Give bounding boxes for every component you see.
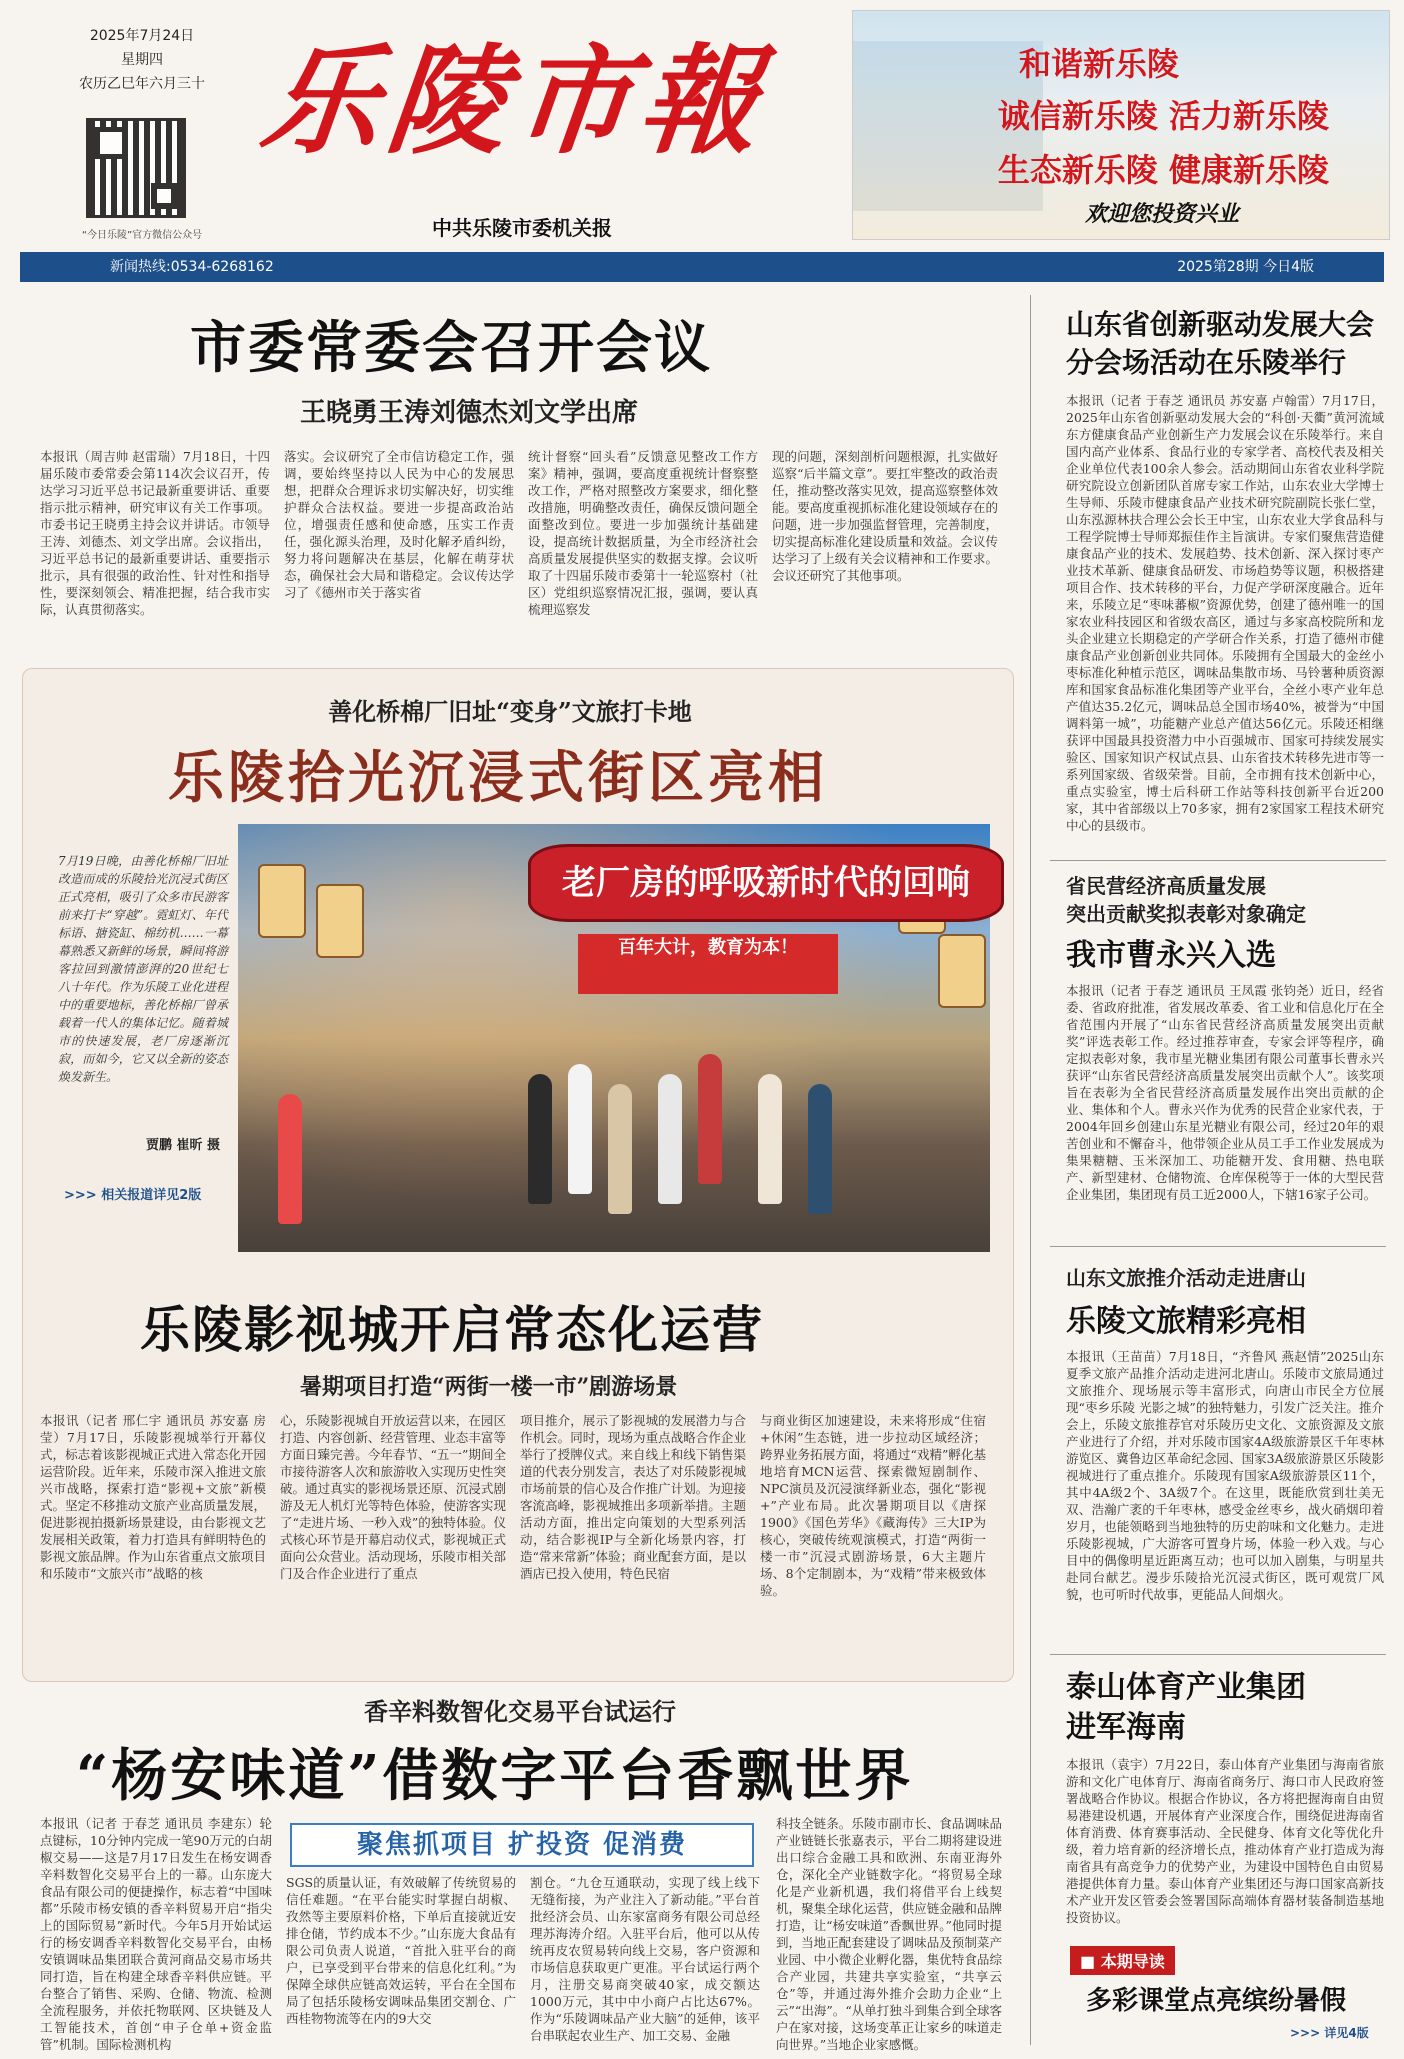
newspaper-subtitle: 中共乐陵市委机关报 xyxy=(432,216,612,240)
right-article-2-body: 本报讯（记者 于春芝 通讯员 王凤霞 张钧尧）近日，经省委、省政府批准，省发展改革委、省工业和信息化厅在全省范围内开展了“山东省民营经济高质量发展突出贡献奖”评选表彰工作。经过推荐审查，专家会评等程序，确定拟表彰对象，我市星光糖业集团有限公司董事长曹永兴获评“山东省民营经济高质量发展突出贡献个人”。该奖项旨在表彰为全省民营经济高质量发展作出突出贡献的企业、集体和个人。曹永兴作为优秀的民营企业家代表，于2004年回乡创建山东星光糖业有限公司，经过20年的艰苦创业和不懈奋斗，他带领企业从员工手工作业发展成为集果糖糖、玉米深加工、功能糖开发、食用糖、热电联产、新型建材、仓储物流、仓库保税等于一体的大型民营企业集团，集团现有员工近2000人，下辖16家子公司。 xyxy=(1066,983,1384,1202)
feature-headline[interactable]: 乐陵拾光沉浸式街区亮相 xyxy=(168,745,828,811)
film-headline[interactable]: 乐陵影视城开启常态化运营 xyxy=(140,1300,764,1359)
crowd-figure xyxy=(758,1074,782,1204)
film-col-1: 本报讯（记者 邢仁宇 通讯员 苏安嘉 房莹）7月17日，乐陵影视城举行开幕仪式，标志着该影视城正式进入常态化开园运营阶段。近年来，乐陵市深入推进文旅兴市战略，探索打造“影视+文旅”新模式。坚定不移推动文旅产业高质量发展，促进影视拍摄新场景建设，由台影视文艺发展相关政策，着力打造具有鲜明特色的影视文旅品牌。作为山东省重点文旅项目和乐陵市“文旅兴市”战略的核 xyxy=(40,1413,266,1581)
right-article-3-body: 本报讯（王苗苗）7月18日，“齐鲁风 燕赵情”2025山东夏季文旅产品推介活动走进河北唐山。乐陵市文旅局通过文旅推介、现场展示等丰富形式，向唐山市民全方位展现“枣乡乐陵 光影之城”的独特魅力，引发广泛关注。推介会上，乐陵文旅推荐官对乐陵历史文化、文旅资源及文旅产业进行了介绍，并对乐陵市国家4A级旅游景区千年枣林游览区、冀鲁边区革命纪念园、国家3A级旅游景区乐陵影视城进行了重点推介。乐陵现有国家A级旅游景区11个，其中4A级2个、3A级7个。在这里，既能欣赏到壮美无双、浩瀚广袤的千年枣林，感受金丝枣乡，战火硝烟印着岁月，也能领略到当地独特的历史韵味和文化魅力。走进乐陵影视城，广大游客可置身片场，体验一秒入戏。与心目中的偶像明星近距离互动；也可以加入剧集，与明星共赴同台献艺。漫步乐陵拾光沉浸式街区，既可观赏厂风貌，也可听时代故事，更能品人间烟火。 xyxy=(1066,1349,1384,1602)
guide-label: ■ 本期导读 xyxy=(1070,1946,1175,1975)
issue-info: 2025第28期 今日4版 xyxy=(1177,259,1314,275)
right-article-2-headline[interactable]: 我市曹永兴入选 xyxy=(1066,938,1276,973)
ad-slogan-3: 生态新乐陵 健康新乐陵 xyxy=(997,151,1329,189)
crowd-figure xyxy=(608,1084,632,1214)
right-article-1-body: 本报讯（记者 于春芝 通讯员 苏安嘉 卢翰雷）7月17日，2025年山东省创新驱动发展大会的“科创·天衢”黄河流域东方健康食品产业创新生产力发展会议在乐陵举行。来自国内高产业体系、食品行业的专家学者、高校代表及相关企业单位代表100余人参会。活动期间山东省农业科学院研究院设立创新团队首席专家工作站，山东农业大学博士生导师、乐陵市健康食品产业技术研究院副院长张仁堂，山东泓源林扶合理公会长王中宝，山东农业大学食品科与工程学院博士导师郑振佳作主旨演讲。专家们聚焦营造健康食品产业的技术、发展趋势、技术创新、深入探讨枣产业技术革新、健康食品研发、市场趋势等议题，积极搭建项目合作、技术转移的平台，力促产学研深度融合。近年来，乐陵立足“枣味蕃椒”资源优势，创建了德州唯一的国家农业科技园区和省级农高区，通过与多家高校院所和龙头企业建立长期稳定的产学研合作关系，打造了德州市健康食品产业创新创业共同体。乐陵拥有全国最大的金丝小枣标准化种植示范区，调味品集散市场、马铃薯种质资源库和国家食品标准化集团等产业平台，全丝小枣产业年总产值达35.2亿元，调味品总全国市场40%，被誉为“中国调料第一城”，功能糖产业总产值达56亿元。乐陵还相继获评中国最具投资潜力中小百强城市、国家可持续发展实验区、国家知识产权试点县、山东省技术转移先进市等一系列国家级、省级荣誉。目前，全市拥有技术创新中心，重点实验室，博士后科研工作站等科技创新平台近200家，其中省部级以上70多家，拥有2家国家工程技术研究中心的县级市。 xyxy=(1066,393,1384,833)
info-bar xyxy=(20,252,1384,282)
newspaper-title: 乐陵市報 xyxy=(254,31,774,170)
lantern-decoration xyxy=(938,934,986,1008)
lead-col-4: 现的问题，深刻剖析问题根源，扎实做好巡察“后半篇文章”。要扛牢整改的政治责任，推动整改落实见效，提高巡察整体效能。要高度重视抓标准化建设领域存在的问题，进一步加强监督管理，完善制度，切实提高标准化建设质量和效益。会议传达学习了上级有关会议精神和工作要求。会议还研究了其他事项。 xyxy=(772,449,998,583)
spice-col-2: SGS的质量认证，有效破解了传统贸易的信任难题。“在平台能实时掌握白胡椒、孜然等主要原料价格，下单后直接就近安排仓储，节约成本不少。”山东庞大食品有限公司负责人说道，“首批入驻平台的商户，已享受到平台带来的信息化红利。”为保障全球供应链高效运转，平台在全国布局了包括乐陵杨安调味品集团交割仓、广西桂物物流等在内的9大交 xyxy=(286,1875,516,2026)
right-article-4-headline[interactable]: 泰山体育产业集团 进军海南 xyxy=(1066,1670,1306,1745)
spice-col-1: 本报讯（记者 于春芝 通讯员 李建东）轮点键标，10分钟内完成一笔90万元的白胡椒交易——这是7月17日发生在杨安调香辛料数智化交易平台上的一幕。山东庞大食品有限公司的便捷操作，标志着“中国味都”乐陵市杨安镇的香辛料贸易开启“指尖上的国际贸易”新时代。今年5月开始试运行的杨安调香辛料数智化交易平台，由杨安镇调味品集团联合黄河商品交易市场共同打造，旨在构建全球香辛料供应链。平台整合了销售、采购、仓储、物流、检测全流程服务，并依托物联网、区块链及人工智能技术，首创“申子仓单+资金监管”机制。国际检测机构 xyxy=(40,1816,272,2052)
photo-sign-text: 百年大计，教育为本！ xyxy=(578,934,838,994)
ad-slogan-1: 和谐新乐陵 xyxy=(1018,45,1179,83)
wechat-qr-code[interactable] xyxy=(86,118,186,218)
article-divider xyxy=(1050,1654,1386,1655)
photo-credit: 贾鹏 崔昕 摄 xyxy=(145,1138,220,1153)
crowd-figure xyxy=(528,1074,552,1204)
qr-caption: “今日乐陵”官方微信公众号 xyxy=(81,230,203,241)
crowd-figure xyxy=(698,1054,722,1184)
guide-page-link[interactable]: >>> 详见4版 xyxy=(1290,2026,1369,2040)
spice-col-3: 割仓。“九仓互通联动，实现了线上线下无缝衔接，为产业注入了新动能。”平台首批经济会员、山东家富商务有限公司总经理苏海涛介绍。入驻平台后，他可以从传统再皮农贸易转向线上交易，客户资源和市场信息获取更广更准。平台试运行两个月，注册交易商突破40家，成交额达1000万元，其中中小商户占比达67%。作为“乐陵调味品产业大脑”的延伸，该平台串联起农业生产、加工交易、金融 xyxy=(530,1875,760,2043)
lantern-decoration xyxy=(316,884,364,958)
street-district-photo[interactable] xyxy=(238,824,990,1252)
right-article-2-kicker: 省民营经济高质量发展 突出贡献奖拟表彰对象确定 xyxy=(1066,874,1306,926)
photo-banner-text: 老厂房的呼吸新时代的回响 xyxy=(528,844,1004,922)
spice-col-4: 科技全链条。乐陵市副市长、食品调味品产业链链长张嘉表示，平台二期将建设进出口综合金融工具和欧洲、东南亚海外仓，深化全产业链数字化。“将贸易全球化是产业新机遇，我们将借平台上线契机，聚集全球化运营，供应链金融和品牌打造，让“杨安味道”香飘世界。”他同时提到，当地正配套建设了调味品及预制菜产业园、中小微企业孵化器，集优特食品综合产业园，共建共享实验室，“共享云仓”等，并通过海外推介会助力企业“上云”“出海”。“从单打独斗到集合到全球客户在家对接，这场变革正让家乡的味道走向世界。”当地企业家感慨。 xyxy=(776,1816,1002,2052)
lead-col-3: 统计督察“回头看”反馈意见整改工作方案》精神，强调，要高度重视统计督察整改工作，严格对照整改方案要求，细化整改措施，明确整改责任，确保反馈问题全面整改到位。要进一步加强统计基础建设，提高统计数据质量，为全市经济社会高质量发展提供坚实的数据支撑。会议听取了十四届乐陵市委第十一轮巡察村（社区）党组织巡察情况汇报，强调，要认真梳理巡察发 xyxy=(528,449,758,617)
right-article-3-kicker: 山东文旅推介活动走进唐山 xyxy=(1066,1266,1306,1290)
ad-slogan-2: 诚信新乐陵 活力新乐陵 xyxy=(997,97,1329,135)
crowd-figure xyxy=(658,1074,682,1204)
lead-subhead: 王晓勇王涛刘德杰刘文学出席 xyxy=(300,398,639,428)
film-col-3: 项目推介，展示了影视城的发展潜力与合作机会。同时，现场为重点战略合作企业举行了授牌仪式。来自线上和线下销售渠道的代表分别发言，表达了对乐陵影视城市场前景的信心及合作推广计划。为迎接客流高峰，影视城推出多项新举措。主题活动方面，推出定向策划的大型系列活动，结合影视IP与全新化场景内容，打造“常来常新”体验；商业配套方面，是以酒店已投入使用，特色民宿 xyxy=(520,1413,746,1581)
spice-headline[interactable]: “杨安味道”借数字平台香飘世界 xyxy=(76,1743,914,1809)
feature-kicker: 善化桥棉厂旧址“变身”文旅打卡地 xyxy=(328,697,692,726)
spice-kicker: 香辛料数智化交易平台试运行 xyxy=(364,1697,676,1726)
focus-column-banner: 聚焦抓项目 扩投资 促消费 xyxy=(290,1823,754,1867)
ad-slogan-4: 欢迎您投资兴业 xyxy=(1084,201,1239,227)
photo-caption: 7月19日晚，由善化桥棉厂旧址改造而成的乐陵拾光沉浸式街区正式亮相，吸引了众多市民游客前来打卡“穿越”。霓虹灯、年代标语、搪瓷缸、棉纺机……一幕幕熟悉又新鲜的场景，瞬间将游客拉回到激情澎湃的20世纪七八十年代。作为乐陵工业化进程中的重要地标，善化桥棉厂曾承载着一代人的集体记忆。随着城市的快速发展，老厂房逐渐沉寂，而如今，它又以全新的姿态焕发新生。 xyxy=(58,854,228,1084)
right-article-3-headline[interactable]: 乐陵文旅精彩亮相 xyxy=(1066,1304,1306,1339)
related-report-link[interactable]: >>> 相关报道详见2版 xyxy=(64,1188,202,1203)
weekday: 星期四 xyxy=(121,52,163,68)
film-col-2: 心，乐陵影视城自开放运营以来，在园区打造、内容创新、经营管理、业态丰富等方面日臻完善。今年春节、“五一”期间全市接待游客人次和旅游收入实现历史性突破。通过真实的影视场景还原、沉浸式剧游及无人机灯光等特色体验，使游客实现了“走进片场、一秒入戏”的独特体验。仪式核心环节是开幕启动仪式，影视城正式面向公众营业。活动现场，乐陵市相关部门及合作企业进行了重点 xyxy=(280,1413,506,1581)
guide-title[interactable]: 多彩课堂点亮缤纷暑假 xyxy=(1086,1986,1347,2016)
date-block xyxy=(72,24,212,96)
article-divider xyxy=(1050,860,1386,861)
lantern-decoration xyxy=(258,864,306,938)
film-col-4: 与商业街区加速建设，未来将形成“住宿+休闲”生态链，进一步拉动区域经济；跨界业务拓展方面，将通过“戏精”孵化基地培育MCN运营、探索微短剧制作、NPC演员及沉浸演绎新业态，强化“影视+”产业布局。此次暑期项目以《唐探1900》《国色芳华》《藏海传》三大IP为核心，突破传统观演模式，打造“两街一楼一市”沉浸式剧游场景，6大主题片场、8个定制剧本，为“戏精”带来极致体验。 xyxy=(760,1413,986,1598)
crowd-figure xyxy=(808,1084,832,1214)
crowd-figure xyxy=(568,1064,592,1194)
lunar-date: 农历乙巳年六月三十 xyxy=(79,76,205,92)
lead-col-1: 本报讯（周吉帅 赵雷瑞）7月18日，十四届乐陵市委常委会第114次会议召开，传达学习习近平总书记最新重要讲话、重要指示批示精神，研究审议有关工作事项。市委书记王晓勇主持会议并讲话。市领导王涛、刘德杰、刘文学出席。会议指出，习近平总书记的最新重要讲话、重要指示批示，具有很强的政治性、针对性和指导性，要深刻领会、精准把握，结合我市实际，认真贯彻落实。 xyxy=(40,449,270,617)
right-article-4-body: 本报讯（袁宇）7月22日，泰山体育产业集团与海南省旅游和文化广电体育厅、海南省商务厅、海口市人民政府签署战略合作协议。根据合作协议，各方将把握海南自由贸易港建设机遇，开展体育产业深度合作，围绕促进海南省体育消费、体育赛事活动、全民健身、体育文化等优化升级，着力培育新的经济增长点，推动体育产业打造成为海南省具有高竞争力的优势产业，为建设中国特色自由贸易港提供体育力量。泰山体育产业集团还与海口国家高新技术产业开发区管委会签署国际高端体育器材装备制造基地投资协议。 xyxy=(1066,1757,1384,1925)
film-subhead: 暑期项目打造“两街一楼一市”剧游场景 xyxy=(300,1374,678,1400)
crowd-figure xyxy=(278,1094,302,1224)
issue-date: 2025年7月24日 xyxy=(89,28,195,44)
right-article-1-headline[interactable]: 山东省创新驱动发展大会分会场活动在乐陵举行 xyxy=(1066,308,1375,379)
slogan-ad-panel xyxy=(852,10,1390,240)
lead-headline[interactable]: 市委常委会召开会议 xyxy=(190,315,712,381)
column-divider xyxy=(1030,295,1031,2045)
lead-col-2: 落实。会议研究了全市信访稳定工作，强调，要始终坚持以人民为中心的发展思想，把群众合理诉求切实解决好，切实维护群众合法权益。要进一步提高政治站位，增强责任感和使命感，压实工作责任，强化源头治理，及时化解矛盾纠纷，努力将问题解决在基层，化解在萌芽状态，确保社会大局和谐稳定。会议传达学习了《德州市关于落实省 xyxy=(284,449,514,600)
news-hotline: 新闻热线:0534-6268162 xyxy=(110,259,274,275)
article-divider xyxy=(1050,1246,1386,1247)
